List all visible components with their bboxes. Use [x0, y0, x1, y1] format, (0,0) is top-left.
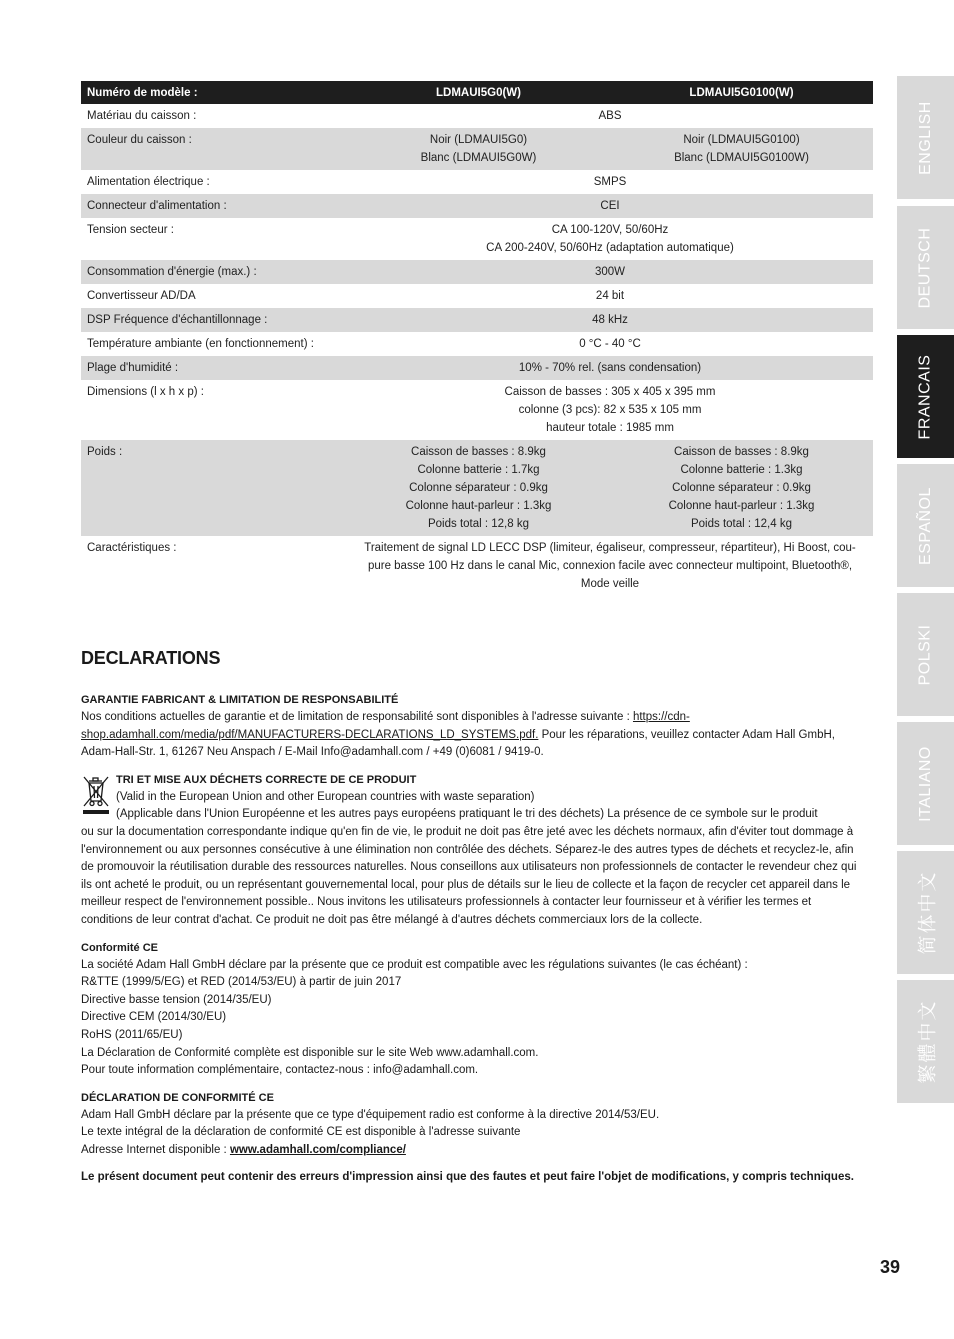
- tab-simplified-chinese[interactable]: 简体中文: [897, 851, 954, 974]
- table-row: [81, 440, 873, 536]
- ce-line: Pour toute information complémentaire, contactez-nous : info@adamhall.com.: [81, 1064, 479, 1077]
- weee-body: ou sur la documentation correspondante indique qu'en fin de vie, le produit ne doit pas être jeté avec les déchets normaux, afin d'éviter tout dommage à l'environnement ou aux personnes consécutive à une élimination non contrôlée des déchets. Séparez-le des autres types de déchets et recyclez-le, afin de promouvoir la réutilisation durable des ressources naturelles. Nous conseillons aux utilisateurs non professionnels de contacter le revendeur chez qui ils ont acheté le produit, ou un représentant gouvernemental local, pour plus de détails sur le lieu de collecte et la façon de recycler cet appareil dans le meilleur respect de l'environnement possible.. Nous invitons les utilisateurs professionnels à contacter leur fournisseur et à vérifier les termes et conditions de leur contrat d'achat. Ce produit ne doit pas être mélangé à d'autres déchets commerciaux lors de la collecte.: [81, 825, 857, 926]
- row-label: DSP Fréquence d'échantillonnage :: [81, 308, 347, 332]
- row-value: Noir (LDMAUI5G0100) Blanc (LDMAUI5G0100W): [610, 128, 873, 170]
- crossed-out-wheelie-bin-icon: [81, 774, 111, 816]
- row-label: Alimentation électrique :: [87, 176, 210, 188]
- table-row: [81, 380, 873, 440]
- weee-heading: TRI ET MISE AUX DÉCHETS CORRECTE DE CE PRODUIT: [116, 773, 417, 786]
- conformity-line: Adresse Internet disponible : www.adamhall.com/compliance/: [81, 1143, 406, 1156]
- table-row: [81, 356, 873, 380]
- table-row: [81, 332, 873, 356]
- row-label: Poids :: [81, 440, 347, 536]
- ce-line: R&TTE (1999/5/EG) et RED (2014/53/EU) à partir de juin 2017: [81, 976, 402, 989]
- tab-italiano[interactable]: ITALIANO: [897, 722, 954, 845]
- ce-line: RoHS (2011/65/EU): [81, 1028, 183, 1041]
- header-model-label: Numéro de modèle :: [81, 81, 347, 104]
- page-number: 39: [879, 1257, 900, 1277]
- row-value: SMPS: [593, 176, 627, 188]
- row-label: Température ambiante (en fonctionnement) :: [87, 338, 314, 350]
- row-label: Consommation d'énergie (max.) :: [81, 260, 347, 284]
- row-label: Dimensions (l x h x p) :: [87, 386, 204, 398]
- weee-line-2: (Applicable dans l'Union Européenne et les autres pays européens pratiquant le tri des déchets) La présence de ce symbole sur le produit: [116, 808, 818, 821]
- row-value: Caisson de basses : 305 x 405 x 395 mm colonne (3 pcs): 82 x 535 x 105 mm hauteur totale : 1985 mm: [504, 386, 716, 434]
- ce-line: La société Adam Hall GmbH déclare par la présente que ce produit est compatible avec les régulations suivantes (le cas échéant) :: [81, 958, 748, 971]
- row-label: Tension secteur :: [87, 224, 174, 236]
- header-model-2: LDMAUI5G0100(W): [610, 81, 873, 104]
- row-label: Couleur du caisson :: [81, 128, 347, 170]
- table-row: [81, 128, 873, 170]
- weee-line-1: (Valid in the European Union and other European countries with waste separation): [116, 790, 535, 803]
- final-notice: Le présent document peut contenir des erreurs d'impression ainsi que des fautes et peut faire l'objet de modifications, y compris techniques.: [81, 1171, 854, 1184]
- table-row: [81, 170, 873, 194]
- row-label: Caractéristiques :: [87, 542, 177, 554]
- warranty-text: Nos conditions actuelles de garantie et de limitation de responsabilité sont disponibles à l'adresse suivante : https://cdn-shop.adamhall.com/media/pdf/MANUFACTURERS-DECLARATIONS_LD_SYSTEMS.pdf. Pour les réparations, veuillez contacter Adam Hall GmbH, Adam-Hall-Str. 1, 61267 Neu Anspach / E-Mail Info@adamhall.com / +49 (0)6081 / 9419-0.: [81, 711, 835, 759]
- ce-heading: Conformité CE: [81, 941, 158, 954]
- conformity-heading: DÉCLARATION DE CONFORMITÉ CE: [81, 1091, 274, 1104]
- row-label: Connecteur d'alimentation :: [81, 194, 347, 218]
- tab-polski[interactable]: POLSKI: [897, 593, 954, 716]
- row-value: Caisson de basses : 8.9kg Colonne batterie : 1.3kg Colonne séparateur : 0.9kg Colonne haut-parleur : 1.3kg Poids total : 12,4 kg: [610, 440, 873, 536]
- row-label: Convertisseur AD/DA: [87, 290, 196, 302]
- compliance-link[interactable]: www.adamhall.com/compliance/: [229, 1143, 406, 1156]
- warranty-block: [81, 692, 863, 762]
- row-value: CEI: [347, 194, 873, 218]
- row-label: Matériau du caisson :: [87, 110, 197, 122]
- row-value: 0 °C - 40 °C: [579, 338, 641, 350]
- ce-line: Directive CEM (2014/30/EU): [81, 1011, 227, 1024]
- table-row: [81, 260, 873, 284]
- row-value: 48 kHz: [347, 308, 873, 332]
- weee-block: [81, 772, 863, 930]
- tab-espanol[interactable]: ESPAÑOL: [897, 464, 954, 587]
- ce-line: La Déclaration de Conformité complète est disponible sur le site Web www.adamhall.com.: [81, 1046, 539, 1059]
- tab-francais[interactable]: FRANCAIS: [897, 335, 954, 458]
- declarations-section: [81, 646, 863, 1187]
- row-value: 300W: [347, 260, 873, 284]
- ce-block: [81, 940, 863, 1080]
- row-value: Traitement de signal LD LECC DSP (limiteur, égaliseur, compresseur, répartiteur), Hi Boost, cou- pure basse 100 Hz dans le canal Mic, connexion facile avec connecteur multipoint, Bluetooth®, Mode veille: [364, 542, 856, 590]
- conformity-line: Adam Hall GmbH déclare par la présente que ce type d'équipement radio est conforme à la directive 2014/53/EU.: [81, 1108, 660, 1121]
- row-value: Caisson de basses : 8.9kg Colonne batterie : 1.7kg Colonne séparateur : 0.9kg Colonne haut-parleur : 1.3kg Poids total : 12,8 kg: [347, 440, 610, 536]
- row-label: Plage d'humidité :: [81, 356, 347, 380]
- table-row: [81, 308, 873, 332]
- row-value: CA 100-120V, 50/60Hz CA 200-240V, 50/60Hz (adaptation automatique): [486, 224, 734, 254]
- warranty-link[interactable]: https://cdn-shop.adamhall.com/media/pdf/MANUFACTURERS-DECLARATIONS_LD_SYSTEMS.pdf.: [81, 711, 690, 741]
- tab-deutsch[interactable]: DEUTSCH: [897, 206, 954, 329]
- warranty-heading: GARANTIE FABRICANT & LIMITATION DE RESPONSABILITÉ: [81, 694, 399, 706]
- header-model-1: LDMAUI5G0(W): [347, 81, 610, 104]
- table-row: [81, 284, 873, 308]
- ce-line: Directive basse tension (2014/35/EU): [81, 993, 272, 1006]
- tab-traditional-chinese[interactable]: 繁體中文: [897, 980, 954, 1103]
- row-value: 24 bit: [595, 290, 625, 302]
- tab-english[interactable]: ENGLISH: [897, 76, 954, 199]
- conformity-line: Le texte intégral de la déclaration de conformité CE est disponible à l'adresse suivante: [81, 1126, 521, 1139]
- row-value: ABS: [598, 110, 622, 122]
- table-row: [81, 194, 873, 218]
- declarations-title: DECLARATIONS: [81, 648, 221, 668]
- conformity-block: [81, 1090, 863, 1160]
- table-row: [81, 536, 873, 600]
- spec-table-header: [81, 81, 873, 104]
- spec-table: [81, 81, 873, 600]
- table-row: [81, 218, 873, 260]
- table-row: [81, 104, 873, 128]
- row-value: Noir (LDMAUI5G0) Blanc (LDMAUI5G0W): [347, 128, 610, 170]
- row-value: 10% - 70% rel. (sans condensation): [347, 356, 873, 380]
